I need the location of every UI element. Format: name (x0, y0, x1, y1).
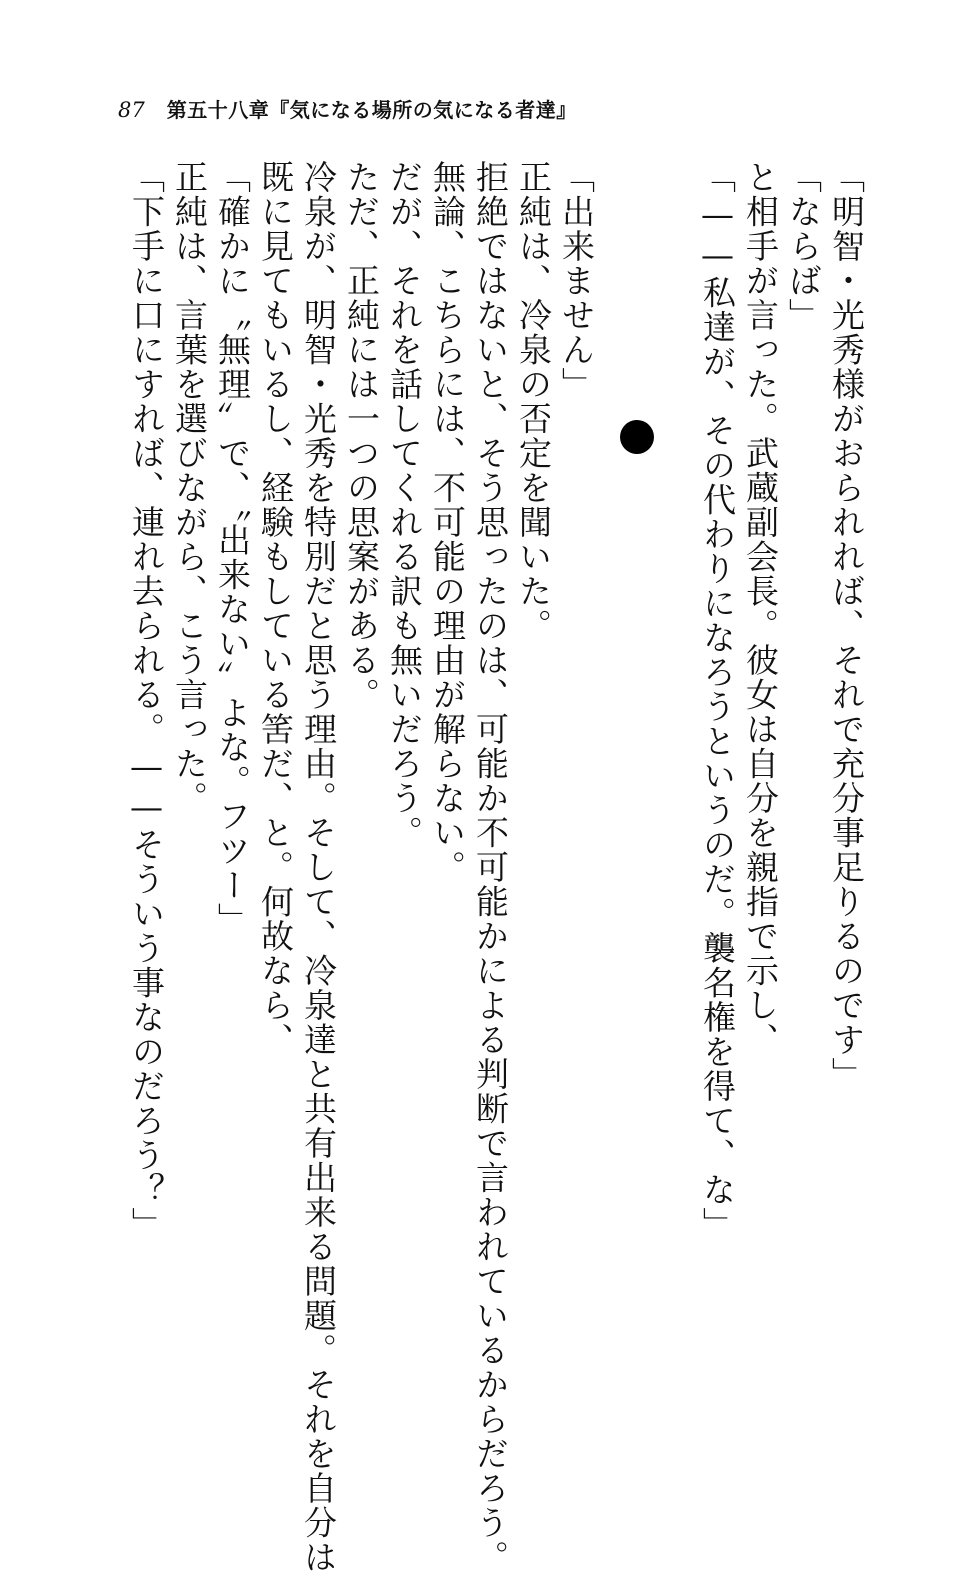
text-line-13: 「確かに〝無理〟で、〝出来ない〟よな。フツー」 (213, 160, 252, 937)
text-line-4: 「——私達が、その代わりになろうというのだ。襲名権を得て、な」 (698, 160, 737, 1242)
text-line-11: 冷泉が、明智・光秀を特別だと思う理由。そして、冷泉達と共有出来る問題。それを自分は (299, 160, 338, 1575)
text-line-15: 「下手に口にすれば、連れ去られる。——そういう事なのだろう？」 (127, 160, 166, 1242)
text-line-14: 正純は、言葉を選びながら、こう言った。 (170, 160, 209, 816)
text-line-6: 正純は、冷泉の否定を聞いた。 (514, 160, 553, 643)
text-line-5: 「出来ません」 (557, 160, 596, 402)
text-line-7: 拒絶ではないと、そう思ったのは、可能か不可能かによる判断で言われているからだろう。 (471, 160, 510, 1575)
page-number: 87 (118, 98, 145, 122)
page-header (118, 94, 577, 122)
text-line-2: 「ならば」 (784, 160, 823, 333)
text-line-9: だが、それを話してくれる訳も無いだろう。 (385, 160, 424, 850)
scene-break-dot (620, 420, 654, 454)
chapter-title: 第五十八章『気になる場所の気になる者達』 (166, 98, 577, 122)
text-line-8: 無論、こちらには、不可能の理由が解らない。 (428, 160, 467, 885)
text-line-10: ただ、正純には一つの思案がある。 (342, 160, 381, 712)
text-line-12: 既に見てもいるし、経験もしている筈だ、と。何故なら、 (256, 160, 295, 1057)
text-line-1: 「明智・光秀様がおられれば、それで充分事足りるのです」 (827, 160, 866, 1092)
text-line-3: と相手が言った。武蔵副会長。彼女は自分を親指で示し、 (741, 160, 780, 1057)
